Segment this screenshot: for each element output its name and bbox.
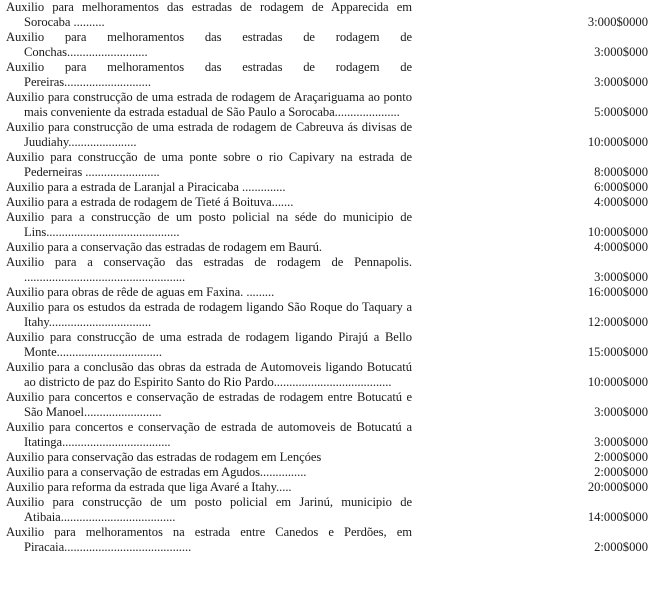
entry-description: Auxilio para a estrada de Laranjal a Piracicaba .............. xyxy=(6,180,286,194)
entry-description: Auxilio para melhoramentos na estrada entre Canedos e Perdões, em Piracaia......................................... xyxy=(6,525,412,554)
entry-amount: 2:000$000 xyxy=(594,465,648,479)
list-item xyxy=(0,480,652,495)
entry-description: Auxilio para a construcção de um posto policial na séde do municipio de Lins........................................... xyxy=(6,210,412,239)
entry-amount: 10:000$000 xyxy=(587,225,648,239)
entry-description: Auxilio para construcção de uma estrada de rodagem ligando Pirajú a Bello Monte.................................. xyxy=(6,330,412,359)
entry-description: Auxilio para melhoramentos das estradas de rodagem de Apparecida em Sorocaba .......... xyxy=(6,0,412,29)
entry-amount: 20:000$000 xyxy=(587,480,648,494)
list-item xyxy=(0,360,652,390)
entry-amount: 14:000$000 xyxy=(587,510,648,524)
list-item xyxy=(0,120,652,150)
entry-description: Auxilio para concertos e conservação de estrada de automoveis de Botucatú a Itatinga................................... xyxy=(6,420,412,449)
list-item xyxy=(0,90,652,120)
entry-description: Auxilio para construcção de uma ponte sobre o rio Capivary na estrada de Pederneiras ........................ xyxy=(6,150,412,179)
list-item xyxy=(0,525,652,555)
list-item xyxy=(0,390,652,420)
entry-amount: 5:000$000 xyxy=(594,105,648,119)
entry-amount: 2:000$000 xyxy=(594,450,648,464)
entry-description: Auxilio para construcção de uma estrada de rodagem de Araçariguama ao ponto mais conveniente da estrada estadual de São Paulo a Sorocaba..................... xyxy=(6,90,412,119)
list-item xyxy=(0,210,652,240)
entry-amount: 3:000$000 xyxy=(594,45,648,59)
entry-description: Auxilio para os estudos da estrada de rodagem ligando São Roque do Taquary a Itahy................................. xyxy=(6,300,412,329)
list-item xyxy=(0,495,652,525)
entry-description: Auxilio para reforma da estrada que liga Avaré a Itahy..... xyxy=(6,480,292,494)
entry-description: Auxilio para a estrada de rodagem de Tieté á Boituva....... xyxy=(6,195,294,209)
list-item xyxy=(0,330,652,360)
entry-description: Auxilio para construcção de uma estrada de rodagem de Cabreuva ás divisas de Juudiahy...................... xyxy=(6,120,412,149)
entry-amount: 10:000$000 xyxy=(587,375,648,389)
list-item xyxy=(0,300,652,330)
list-item xyxy=(0,0,652,30)
entry-amount: 4:000$000 xyxy=(594,240,648,254)
entry-amount: 16:000$000 xyxy=(587,285,648,299)
entry-amount: 10:000$000 xyxy=(587,135,648,149)
list-item xyxy=(0,465,652,480)
list-item xyxy=(0,150,652,180)
entry-amount: 3:000$0000 xyxy=(587,15,648,29)
entry-description: Auxilio para a conservação de estradas em Agudos............... xyxy=(6,465,307,479)
list-item xyxy=(0,240,652,255)
entry-description: Auxilio para obras de rêde de aguas em Faxina. ......... xyxy=(6,285,275,299)
entry-description: Auxilio para construcção de um posto policial em Jarinú, municipio de Atibaia..................................... xyxy=(6,495,412,524)
entry-amount: 15:000$000 xyxy=(587,345,648,359)
entry-description: Auxilio para a conservação das estradas de rodagem em Baurú. xyxy=(6,240,322,254)
entry-description: Auxilio para melhoramentos das estradas de rodagem de Pereiras............................ xyxy=(6,60,412,89)
list-item xyxy=(0,285,652,300)
list-item xyxy=(0,450,652,465)
entry-amount: 8:000$000 xyxy=(594,165,648,179)
entry-amount: 4:000$000 xyxy=(594,195,648,209)
list-item xyxy=(0,255,652,285)
list-item xyxy=(0,420,652,450)
entry-amount: 3:000$000 xyxy=(594,75,648,89)
entry-description: Auxilio para a conservação das estradas de rodagem de Pennapolis. .................................................... xyxy=(6,255,412,284)
entry-amount: 3:000$000 xyxy=(594,270,648,284)
list-item xyxy=(0,60,652,90)
entry-amount: 3:000$000 xyxy=(594,435,648,449)
entry-amount: 2:000$000 xyxy=(594,540,648,554)
list-item xyxy=(0,180,652,195)
entry-amount: 12:000$000 xyxy=(587,315,648,329)
entry-description: Auxilio para concertos e conservação de estradas de rodagem entre Botucatú e São Manoel......................... xyxy=(6,390,412,419)
entry-amount: 3:000$000 xyxy=(594,405,648,419)
entry-description: Auxilio para conservação das estradas de rodagem em Lençóes xyxy=(6,450,322,464)
entry-amount: 6:000$000 xyxy=(594,180,648,194)
entry-description: Auxilio para melhoramentos das estradas de rodagem de Conchas.......................... xyxy=(6,30,412,59)
list-item xyxy=(0,195,652,210)
entry-description: Auxilio para a conclusão das obras da estrada de Automoveis ligando Botucatú ao districto de paz do Espirito Santo do Rio Pardo...................................... xyxy=(6,360,412,389)
list-item xyxy=(0,30,652,60)
